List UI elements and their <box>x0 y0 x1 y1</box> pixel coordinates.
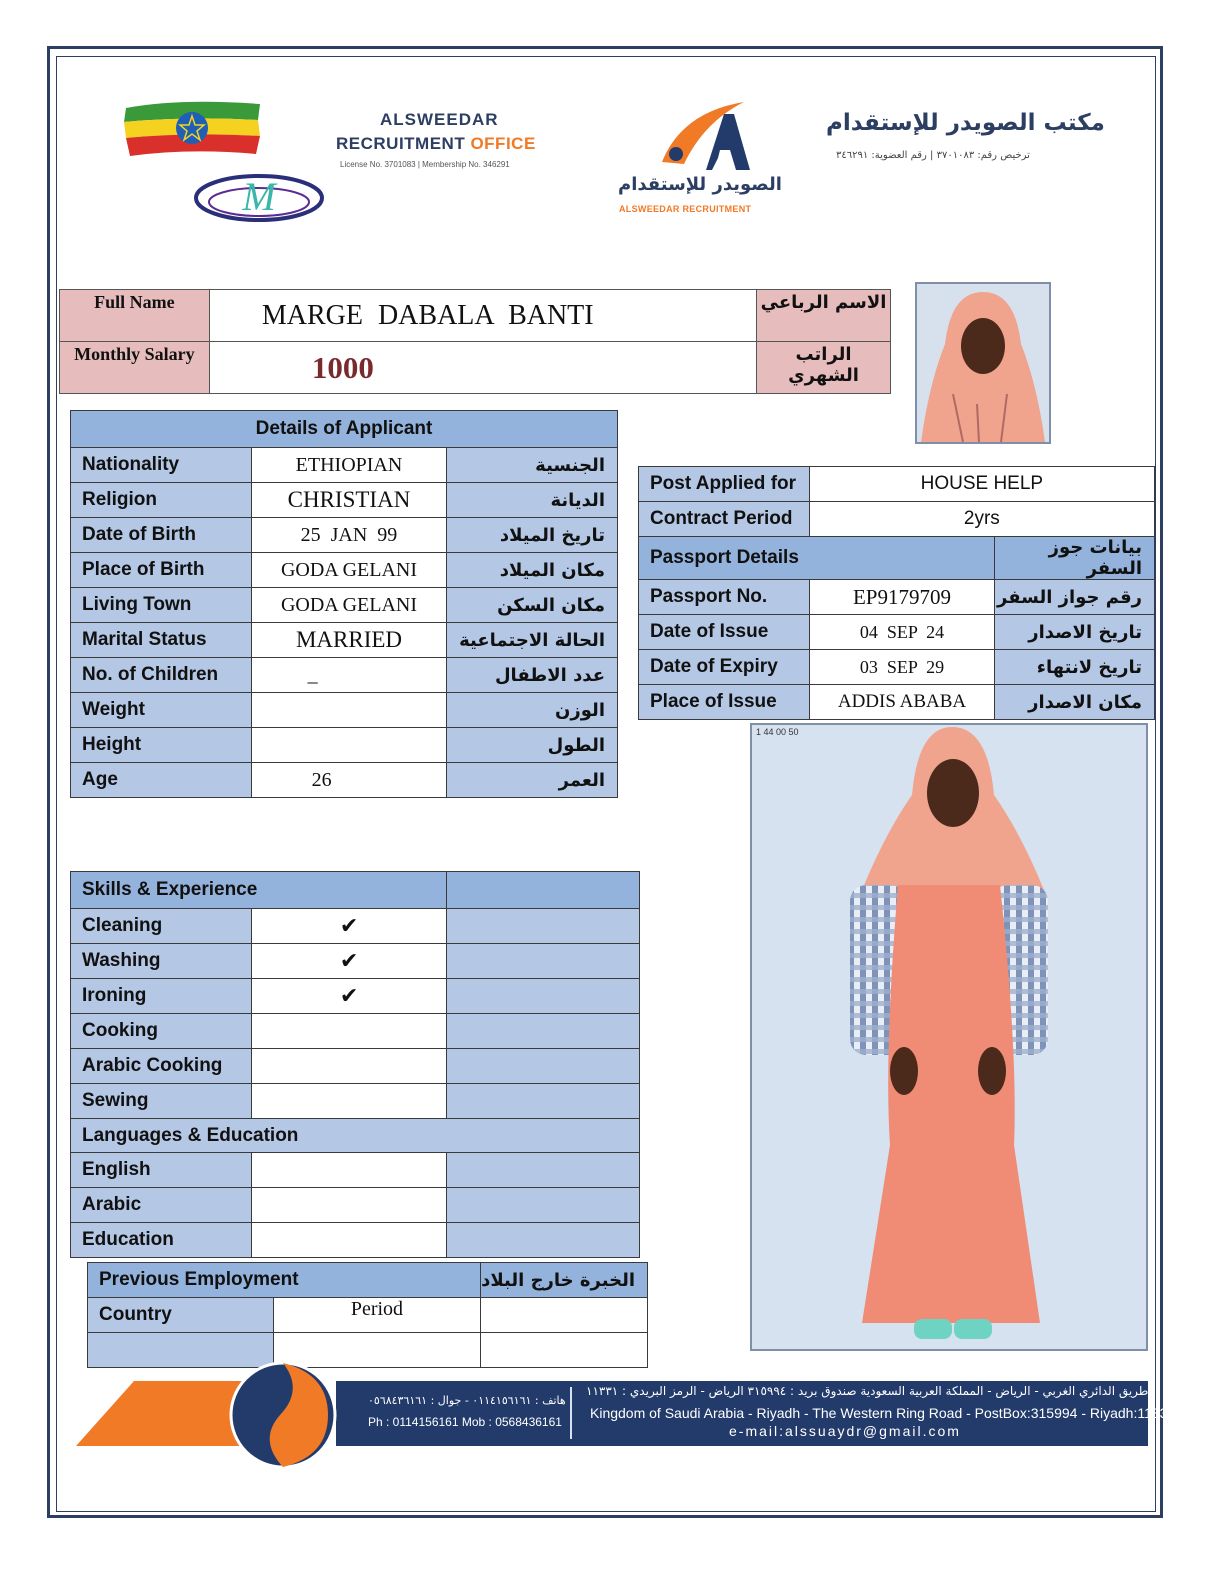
employment-extra-cell <box>481 1333 648 1368</box>
place-of-birth-label-ar: مكان الميلاد <box>447 553 618 588</box>
full-body-figure-icon <box>752 725 1146 1349</box>
portrait-figure-icon <box>917 284 1049 442</box>
arabic-value <box>251 1188 447 1223</box>
dob-value: 25 JAN 99 <box>251 518 447 553</box>
full-name-label: Full Name <box>60 290 210 342</box>
contract-label: Contract Period <box>639 502 810 537</box>
issue-date-value: 04 SEP 24 <box>809 615 995 650</box>
children-label-ar: عدد الاطفال <box>447 658 618 693</box>
lang-row-education <box>71 1223 640 1258</box>
skills-table <box>70 871 640 1258</box>
salary-label: Monthly Salary <box>60 342 210 394</box>
expiry-date-label: Date of Expiry <box>639 650 810 685</box>
m-logo-icon <box>192 168 326 226</box>
skill-row-washing <box>71 944 640 979</box>
expiry-date-row <box>639 650 1155 685</box>
brand-name-ar: مكتب الصويدر للإستقدام <box>826 110 1105 136</box>
washing-label: Washing <box>71 944 252 979</box>
place-of-issue-row <box>639 685 1155 720</box>
religion-value: CHRISTIAN <box>251 483 447 518</box>
lang-row-arabic <box>71 1188 640 1223</box>
nationality-label: Nationality <box>71 448 252 483</box>
details-table <box>70 410 618 798</box>
place-of-issue-label-ar: مكان الاصدار <box>995 685 1155 720</box>
children-label: No. of Children <box>71 658 252 693</box>
passport-no-value: EP9179709 <box>809 580 995 615</box>
sewing-label: Sewing <box>71 1084 252 1119</box>
arabic-cooking-check <box>251 1049 447 1084</box>
height-label-ar: الطول <box>447 728 618 763</box>
details-row-age <box>71 763 618 798</box>
brand-name-en-line2: RECRUITMENT OFFICE <box>336 134 536 153</box>
full-body-photo <box>750 723 1148 1351</box>
passport-title: Passport Details <box>639 537 995 580</box>
post-row <box>639 467 1155 502</box>
details-row-weight <box>71 693 618 728</box>
ironing-label: Ironing <box>71 979 252 1014</box>
footer-phone-en: Ph : 0114156161 Mob : 0568436161 <box>368 1415 562 1429</box>
english-extra <box>447 1153 640 1188</box>
living-town-value: GODA GELANI <box>251 588 447 623</box>
living-town-label: Living Town <box>71 588 252 623</box>
place-of-birth-value: GODA GELANI <box>251 553 447 588</box>
cleaning-extra <box>447 909 640 944</box>
arabic-cooking-label: Arabic Cooking <box>71 1049 252 1084</box>
employment-empty-row <box>88 1333 648 1368</box>
footer-divider <box>570 1387 572 1439</box>
children-value: _ <box>251 658 447 693</box>
salary-row <box>60 342 891 394</box>
passport-title-ar: بيانات جوز السفر <box>995 537 1155 580</box>
employment-title-ar: الخبرة خارج البلاد <box>481 1263 648 1298</box>
ironing-extra <box>447 979 640 1014</box>
details-row-height <box>71 728 618 763</box>
lang-row-english <box>71 1153 640 1188</box>
svg-text:1 44 00 50: 1 44 00 50 <box>756 727 799 737</box>
arabic-label: Arabic <box>71 1188 252 1223</box>
arabic-cooking-extra <box>447 1049 640 1084</box>
salary-label-ar: الراتب الشهري <box>757 342 891 394</box>
salary-value: 1000 <box>209 342 756 394</box>
weight-label-ar: الوزن <box>447 693 618 728</box>
employment-table <box>87 1262 648 1368</box>
issue-date-row <box>639 615 1155 650</box>
marital-status-label-ar: الحالة الاجتماعية <box>447 623 618 658</box>
cooking-check <box>251 1014 447 1049</box>
arabic-extra <box>447 1188 640 1223</box>
issue-date-label: Date of Issue <box>639 615 810 650</box>
details-row-religion <box>71 483 618 518</box>
place-of-issue-value: ADDIS ABABA <box>809 685 995 720</box>
weight-value <box>251 693 447 728</box>
sewing-check <box>251 1084 447 1119</box>
employment-title: Previous Employment <box>88 1263 481 1298</box>
marital-status-label: Marital Status <box>71 623 252 658</box>
employment-header-extra <box>481 1298 648 1333</box>
passport-no-label: Passport No. <box>639 580 810 615</box>
weight-label: Weight <box>71 693 252 728</box>
skills-title: Skills & Experience <box>71 872 447 909</box>
expiry-date-label-ar: تاريخ لانتهاء <box>995 650 1155 685</box>
place-of-birth-label: Place of Birth <box>71 553 252 588</box>
languages-title: Languages & Education <box>71 1119 640 1153</box>
skill-row-ironing <box>71 979 640 1014</box>
ethiopia-flag-icon <box>120 96 266 160</box>
education-value <box>251 1223 447 1258</box>
education-extra <box>447 1223 640 1258</box>
ironing-check: ✔ <box>251 979 447 1014</box>
footer-email: e-mail:alssuaydr@gmail.com <box>729 1423 961 1439</box>
identity-table <box>59 289 891 394</box>
marital-status-value: MARRIED <box>251 623 447 658</box>
passport-no-label-ar: رقم جواز السفر <box>995 580 1155 615</box>
height-value <box>251 728 447 763</box>
skill-row-arabic-cooking <box>71 1049 640 1084</box>
full-name-row <box>60 290 891 342</box>
nationality-value: ETHIOPIAN <box>251 448 447 483</box>
details-title: Details of Applicant <box>71 411 618 448</box>
issue-date-label-ar: تاريخ الاصدار <box>995 615 1155 650</box>
details-row-nationality <box>71 448 618 483</box>
details-row-marital-status <box>71 623 618 658</box>
washing-check: ✔ <box>251 944 447 979</box>
brand-license-text: License No. 3701083 | Membership No. 346291 <box>340 160 510 169</box>
post-label: Post Applied for <box>639 467 810 502</box>
center-logo-ar: الصويدر للإستقدام <box>618 174 782 195</box>
place-of-issue-label: Place of Issue <box>639 685 810 720</box>
height-label: Height <box>71 728 252 763</box>
sewing-extra <box>447 1084 640 1119</box>
brand-license-ar: ترخيص رقم: ٣٧٠١٠٨٣ | رقم العضوية: ٣٤٦٢٩١ <box>836 150 1030 161</box>
cooking-extra <box>447 1014 640 1049</box>
details-row-children <box>71 658 618 693</box>
washing-extra <box>447 944 640 979</box>
contract-value: 2yrs <box>809 502 1154 537</box>
period-column-header: Period <box>273 1298 480 1333</box>
details-row-dob <box>71 518 618 553</box>
dob-label: Date of Birth <box>71 518 252 553</box>
brand-name-en-line1: ALSWEEDAR <box>380 110 499 129</box>
details-row-living-town <box>71 588 618 623</box>
post-passport-table <box>638 466 1155 720</box>
age-label-ar: العمر <box>447 763 618 798</box>
nationality-label-ar: الجنسية <box>447 448 618 483</box>
age-value: 26 <box>251 763 447 798</box>
svg-text:M: M <box>242 174 276 219</box>
english-value <box>251 1153 447 1188</box>
cleaning-label: Cleaning <box>71 909 252 944</box>
living-town-label-ar: مكان السكن <box>447 588 618 623</box>
full-name-label-ar: الاسم الرباعي <box>757 290 891 342</box>
portrait-photo <box>915 282 1051 444</box>
footer-address-ar: طريق الدائري الغربي - الرياض - المملكة العربية السعودية صندوق بريد : ٣١٥٩٩٤ الرياض - الرمز البريدي : ١١٣٣١ <box>586 1384 1149 1398</box>
dob-label-ar: تاريخ الميلاد <box>447 518 618 553</box>
age-label: Age <box>71 763 252 798</box>
religion-label-ar: الديانة <box>447 483 618 518</box>
center-logo-en: ALSWEEDAR RECRUITMENT <box>619 204 752 214</box>
religion-label: Religion <box>71 483 252 518</box>
skills-title-spare <box>447 872 640 909</box>
passport-no-row <box>639 580 1155 615</box>
alsweedar-a-logo-icon <box>652 100 752 174</box>
education-label: Education <box>71 1223 252 1258</box>
skill-row-sewing <box>71 1084 640 1119</box>
footer-address-en: Kingdom of Saudi Arabia - Riyadh - The Western Ring Road - PostBox:315994 - Riyadh:11331 <box>590 1405 1176 1421</box>
country-column-header: Country <box>88 1298 274 1333</box>
expiry-date-value: 03 SEP 29 <box>809 650 995 685</box>
skill-row-cooking <box>71 1014 640 1049</box>
passport-header-row <box>639 537 1155 580</box>
skill-row-cleaning <box>71 909 640 944</box>
footer-circle-logo-icon <box>228 1360 338 1470</box>
footer-phone-ar: هاتف : ٠١١٤١٥٦١٦١ - جوال : ٠٥٦٨٤٣٦١٦١ <box>368 1394 566 1407</box>
contract-row <box>639 502 1155 537</box>
post-value: HOUSE HELP <box>809 467 1154 502</box>
details-row-place-of-birth <box>71 553 618 588</box>
cooking-label: Cooking <box>71 1014 252 1049</box>
cleaning-check: ✔ <box>251 909 447 944</box>
employment-header-row <box>88 1298 648 1333</box>
full-name-value: MARGE DABALA BANTI <box>209 290 756 342</box>
english-label: English <box>71 1153 252 1188</box>
